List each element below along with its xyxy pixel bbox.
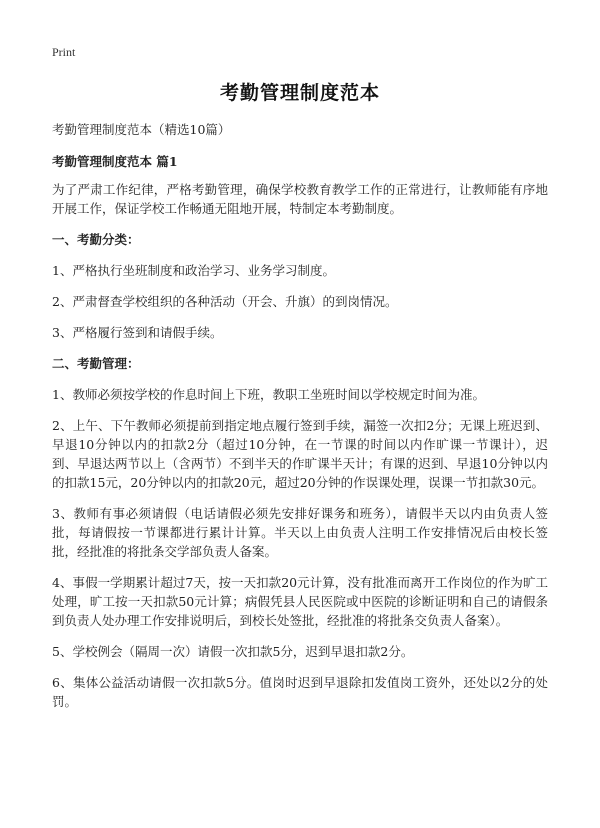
print-link[interactable]: Print [52, 45, 76, 59]
intro-paragraph: 为了严肃工作纪律，严格考勤管理，确保学校教育教学工作的正常进行，让教师能有序地开展工作，保证学校工作畅通无阻地开展，特制定本考勤制度。 [52, 182, 548, 216]
document-body [52, 120, 548, 723]
document-subtitle: 考勤管理制度范本（精选10篇） [52, 122, 231, 137]
list-item: 3、严格履行签到和请假手续。 [52, 325, 223, 340]
page-title: 考勤管理制度范本 [219, 82, 380, 104]
list-item: 4、事假一学期累计超过7天，按一天扣款20元计算，没有批准而离开工作岗位的作为旷工处理，旷工按一天扣款50元计算；病假凭县人民医院或中医院的诊断证明和自己的请假条到负责人处办理工作安排说明后，到校长处签批，经批准的将批条交负责人备案）。 [52, 575, 548, 628]
list-item: 5、学校例会（隔周一次）请假一次扣款5分，迟到早退扣款2分。 [52, 644, 414, 659]
list-item: 2、上午、下午教师必须提前到指定地点履行签到手续，漏签一次扣2分；无课上班迟到、早退10分钟以内的扣款2分（超过10分钟，在一节课的时间以内作旷课一节课计），迟到、早退达两节以上（含两节）不到半天的作旷课半天计；有课的迟到、早退10分钟以内的扣款15元，20分钟以内的扣款20元，超过20分钟的作误课处理，误课一节扣款30元。 [52, 418, 548, 490]
article-heading: 考勤管理制度范本 篇1 [52, 154, 178, 169]
section-heading-attendance-types: 一、考勤分类： [52, 232, 140, 247]
list-item: 1、严格执行坐班制度和政治学习、业务学习制度。 [52, 263, 335, 278]
list-item: 2、严肃督查学校组织的各种活动（开会、升旗）的到岗情况。 [52, 294, 398, 309]
list-item: 6、集体公益活动请假一次扣款5分。值岗时迟到早退除扣发值岗工资外，还处以2分的处罚。 [52, 675, 548, 709]
list-item: 1、教师必须按学校的作息时间上下班，教职工坐班时间以学校规定时间为准。 [52, 387, 485, 402]
section-heading-attendance-management: 二、考勤管理： [52, 356, 140, 371]
list-item: 3、教师有事必须请假（电话请假必须先安排好课务和班务），请假半天以内由负责人签批，每请假按一节课都进行累计计算。半天以上由负责人注明工作安排情况后由校长签批，经批准的将批条交学部负责人备案。 [52, 506, 548, 559]
